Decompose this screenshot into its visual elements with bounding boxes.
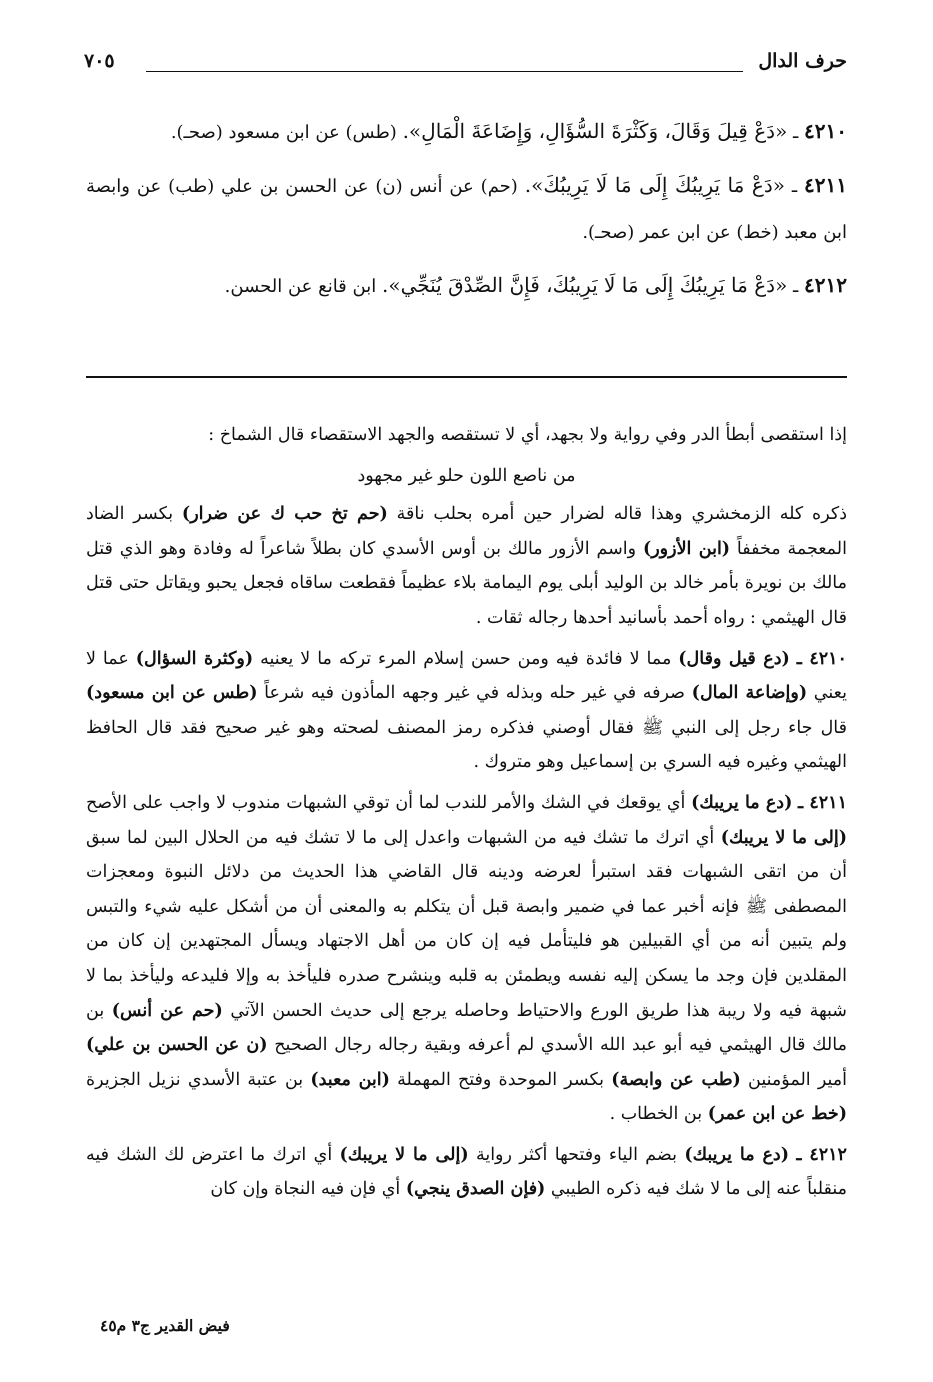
quoted-phrase: (إلى ما لا يريبك)	[720, 827, 847, 848]
hadith-entry: ٤٢١٢ ـ «دَعْ مَا يَرِيبُكَ إِلَى مَا لَا يَرِيبُكَ، فَإِنَّ الصِّدْقَ يُنَجِّي». ابن قانع عن الحسن.	[224, 273, 847, 297]
source-reference: (ن عن الحسن بن علي)	[86, 1035, 268, 1056]
commentary-text: أمير المؤمنين	[748, 1069, 847, 1090]
narrator-name: (ابن معبد)	[310, 1069, 390, 1090]
commentary-4210	[86, 642, 847, 780]
commentary-text: بضم الياء وفتحها أكثر رواية	[475, 1144, 677, 1165]
quoted-phrase: (فإن الصدق ينجي)	[405, 1179, 546, 1200]
commentary-section	[86, 418, 847, 1213]
verse-text: من ناصع اللون حلو غير مجهود	[357, 465, 576, 486]
hadith-sources: (حم) عن أنس (ن) عن الحسن بن علي (طب) عن وابصة ابن معبد (خط) عن ابن عمر (صحـ).	[86, 176, 847, 243]
commentary-text: بكسر الموحدة وفتح المهملة	[397, 1069, 605, 1090]
commentary-number: ٤٢١١ ـ	[798, 792, 847, 813]
page-number: ٧٠٥	[84, 50, 115, 72]
quoted-phrase: (دع ما يريبك)	[691, 792, 793, 813]
quoted-phrase: (وكثرة السؤال)	[135, 648, 254, 669]
poetry-verse	[86, 459, 847, 494]
commentary-paragraph	[86, 418, 847, 453]
hadith-text: «دَعْ قِيلَ وَقَالَ، وَكَثْرَةَ السُّؤَالِ، وَإِضَاعَةَ الْمَالِ».	[402, 119, 788, 143]
signature-mark: فيض القدير ج٣ م٤٥	[100, 1316, 230, 1335]
commentary-text: بن مالك قال الهيثمي فيه أبو عبد الله الأسدي لم أعرفه وبقية رجاله رجال الصحيح	[86, 1000, 847, 1056]
commentary-text: بن عتبة الأسدي نزيل الجزيرة	[86, 1069, 304, 1090]
hadith-entry: ٤٢١٠ ـ «دَعْ قِيلَ وَقَالَ، وَكَثْرَةَ السُّؤَالِ، وَإِضَاعَةَ الْمَالِ». (طس) عن ابن مسعود (صحـ).	[170, 119, 847, 143]
hadith-section	[86, 108, 847, 316]
source-reference: (خط عن ابن عمر)	[707, 1104, 847, 1125]
hadith-text: «دَعْ مَا يَرِيبُكَ إِلَى مَا لَا يَرِيبُكَ».	[524, 173, 785, 197]
commentary-text: مما لا فائدة فيه ومن حسن إسلام المرء تركه ما لا يعنيه	[260, 648, 672, 669]
hadith-sources: (طس) عن ابن مسعود (صحـ).	[170, 122, 397, 143]
commentary-text: عما لا يعني	[86, 648, 847, 704]
hadith-sources: ابن قانع عن الحسن.	[224, 276, 377, 297]
quoted-phrase: (دع قيل وقال)	[678, 648, 790, 669]
commentary-text: واسم الأزور مالك بن أوس الأسدي كان بطلاً شاعراً له وفادة وهو الذي قتل مالك بن نويرة بأمر خالد بن الوليد أبلى يوم اليمامة بلاء عظيماً فقطعت ساقاه فجعل يحبو ويقاتل حتى قتل قال الهيثمي : رواه أحمد بأسانيد أحدها رجاله ثقات .	[86, 538, 847, 628]
narrator-name: (ابن الأزور)	[642, 538, 731, 559]
source-reference: (طس عن ابن مسعود)	[86, 683, 258, 704]
quoted-phrase: (إلى ما لا يريبك)	[339, 1144, 469, 1165]
section-divider	[86, 376, 847, 378]
commentary-text: بكسر الضاد المعجمة مخففاً	[86, 504, 847, 559]
commentary-number: ٤٢١٢ ـ	[796, 1144, 847, 1165]
commentary-text: أي فإن فيه النجاة وإن كان	[210, 1179, 401, 1200]
commentary-paragraph	[86, 497, 847, 635]
chapter-title: حرف الدال	[758, 50, 847, 72]
hadith-entry: ٤٢١١ ـ «دَعْ مَا يَرِيبُكَ إِلَى مَا لَا يَرِيبُكَ». (حم) عن أنس (ن) عن الحسن بن علي (طب) عن وابصة ابن معبد (خط) عن ابن عمر (صحـ).	[86, 173, 847, 243]
commentary-number: ٤٢١٠ ـ	[796, 648, 847, 669]
quoted-phrase: (وإضاعة المال)	[691, 683, 808, 704]
hadith-number: ٤٢١١	[804, 173, 847, 197]
commentary-text: إذا استقصى أبطأ الدر وفي رواية ولا بجهد، أي لا تستقصه والجهد الاستقصاء قال الشماخ :	[208, 425, 847, 445]
source-reference: (حم تخ حب ك عن ضرار)	[181, 504, 388, 525]
hadith-text: «دَعْ مَا يَرِيبُكَ إِلَى مَا لَا يَرِيبُكَ، فَإِنَّ الصِّدْقَ يُنَجِّي».	[381, 273, 788, 297]
commentary-4211	[86, 786, 847, 1132]
commentary-text: ذكره كله الزمخشري وهذا قاله لضرار حين أمره بحلب ناقة	[396, 504, 847, 525]
commentary-4212	[86, 1138, 847, 1207]
hadith-number: ٤٢١٠	[804, 119, 847, 143]
commentary-text: صرفه في غير حله وبذله في غير وجهه المأذون فيه شرعاً	[264, 683, 685, 704]
hadith-number: ٤٢١٢	[804, 273, 847, 297]
quoted-phrase: (دع ما يريبك)	[684, 1144, 789, 1165]
page-header	[84, 50, 847, 84]
commentary-text: أي اترك ما تشك فيه من الشبهات واعدل إلى ما لا تشك فيه من الحلال البين لما سبق أن من اتقى الشبهات فقد استبرأ لعرضه ودينه قال القاضي هذا الحديث من دلائل النبوة ومعجزات المصطفى ﷺ فإنه أخبر عما في ضمير وابصة قبل أن يتكلم به والمعنى أن من أشكل عليه شيء والتبس ولم يتبين أنه من أي القبيلين هو فليتأمل فيه إن كان من أهل الاجتهاد ويسأل المجتهدين إن كان من المقلدين فإن وجد ما يسكن إليه نفسه ويطمئن به قلبه وينشرح صدره فليأخذ به وإلا فليدعه وليأخذ بما لا شبهة فيه ولا ريبة هذا طريق الورع والاحتياط وحاصله يرجع إلى حديث الحسن الآتي	[86, 827, 847, 1021]
source-reference: (حم عن أنس)	[111, 1000, 223, 1021]
header-rule	[146, 71, 743, 72]
commentary-text: قال جاء رجل إلى النبي ﷺ فقال أوصني فذكره رمز المصنف لصحته وهو غير صحيح فقد قال الحافظ الهيثمي وغيره فيه السري بن إسماعيل وهو متروك .	[86, 717, 847, 773]
source-reference: (طب عن وابصة)	[611, 1069, 741, 1090]
commentary-text: أي يوقعك في الشك والأمر للندب لما أن توقي الشبهات مندوب لا واجب على الأصح	[86, 792, 686, 813]
commentary-text: بن الخطاب .	[609, 1104, 703, 1125]
commentary-text: أي اترك ما اعترض لك الشك فيه منقلباً عنه إلى ما لا شك فيه ذكره الطيبي	[86, 1144, 847, 1200]
